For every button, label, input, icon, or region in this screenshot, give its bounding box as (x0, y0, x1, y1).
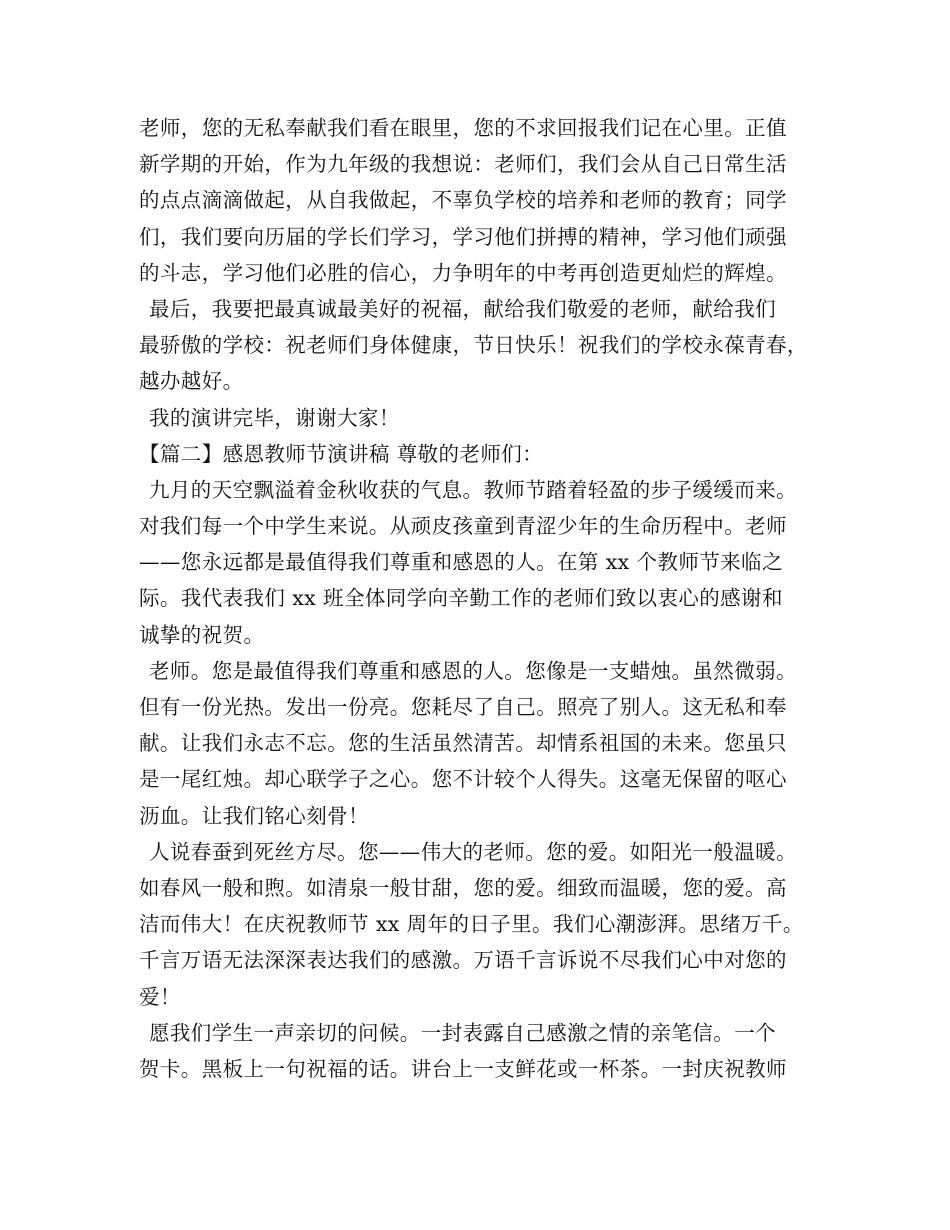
text-line: 的斗志，学习他们必胜的信心，力争明年的中考再创造更灿烂的辉煌。 (139, 260, 787, 285)
text-line: 最后，我要把最真诚最美好的祝福，献给我们敬爱的老师，献给我们 (149, 296, 776, 321)
text-line: 爱！ (139, 984, 181, 1009)
text-line: 九月的天空飘溢着金秋收获的气息。教师节踏着轻盈的步子缓缓而来。 (149, 477, 797, 502)
text-line: 新学期的开始，作为九年级的我想说：老师们，我们会从自己日常生活 (139, 152, 787, 177)
text-line: 们，我们要向历届的学长们学习，学习他们拼搏的精神，学习他们顽强 (139, 224, 787, 249)
text-line: 诚挚的祝贺。 (139, 622, 265, 647)
text-line: 洁而伟大！在庆祝教师节 xx 周年的日子里。我们心潮澎湃。思绪万千。 (139, 912, 804, 937)
text-line: 是一尾红烛。却心联学子之心。您不计较个人得失。这毫无保留的呕心 (139, 767, 787, 792)
text-line: 贺卡。黑板上一句祝福的话。讲台上一支鲜花或一杯茶。一封庆祝教师 (139, 1056, 787, 1081)
text-line: 我的演讲完毕，谢谢大家！ (149, 405, 400, 430)
text-line: 人说春蚕到死丝方尽。您——伟大的老师。您的爱。如阳光一般温暖。 (149, 839, 797, 864)
text-line: 的点点滴滴做起，从自我做起，不辜负学校的培养和老师的教育；同学 (139, 188, 787, 213)
text-line: 愿我们学生一声亲切的问候。一封表露自己感激之情的亲笔信。一个 (149, 1020, 776, 1045)
text-line: 最骄傲的学校：祝老师们身体健康，节日快乐！祝我们的学校永葆青春， (139, 333, 808, 358)
text-line: ——您永远都是最值得我们尊重和感恩的人。在第 xx 个教师节来临之 (139, 550, 783, 575)
text-line: 越办越好。 (139, 369, 244, 394)
text-line: 际。我代表我们 xx 班全体同学向辛勤工作的老师们致以衷心的感谢和 (139, 586, 783, 611)
text-line: 老师。您是最值得我们尊重和感恩的人。您像是一支蜡烛。虽然微弱。 (149, 658, 797, 683)
text-line: 沥血。让我们铭心刻骨！ (139, 803, 369, 828)
text-line: 老师，您的无私奉献我们看在眼里，您的不求回报我们记在心里。正值 (139, 116, 787, 140)
text-line: 献。让我们永志不忘。您的生活虽然清苦。却情系祖国的未来。您虽只 (139, 731, 787, 756)
document-body (139, 110, 829, 1087)
text-line: 但有一份光热。发出一份亮。您耗尽了自己。照亮了别人。这无私和奉 (139, 695, 787, 719)
text-line: 千言万语无法深深表达我们的感激。万语千言诉说不尽我们心中对您的 (139, 948, 787, 973)
text-line: 如春风一般和煦。如清泉一般甘甜，您的爱。细致而温暖，您的爱。高 (139, 875, 787, 900)
text-line: 对我们每一个中学生来说。从顽皮孩童到青涩少年的生命历程中。老师 (139, 514, 787, 539)
text-line: 【篇二】感恩教师节演讲稿 尊敬的老师们： (139, 441, 544, 466)
